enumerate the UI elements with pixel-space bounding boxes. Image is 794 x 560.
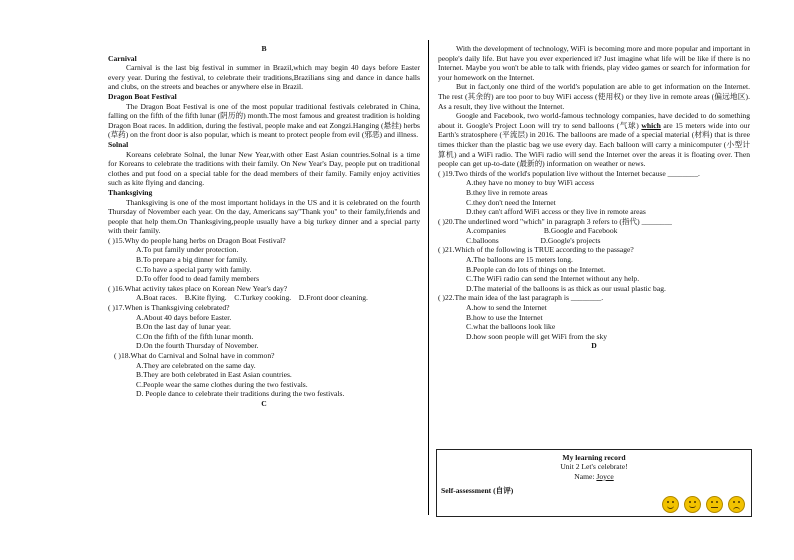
option: C.The WiFi radio can send the Internet without any help. xyxy=(466,274,640,284)
question-18 xyxy=(108,351,420,399)
option: B.they live in remote areas xyxy=(466,187,548,197)
thanksgiving-heading: Thanksgiving xyxy=(108,187,153,197)
neutral-face-icon[interactable] xyxy=(706,496,723,513)
option: C.On the fifth of the fifth lunar month. xyxy=(136,331,254,341)
dragon-text: The Dragon Boat Festival is one of the most popular traditional festivals celebrated in China, falling on the fifth of the fifth lunar (阴历的) month.The most famous and greatest tradition is holding Dragon Boat races. In addition, during the festival, people make and eat Zongzi.Hanging (悬挂) herbs (草药) on the front door is also popular, which is meant to protect people from evil (邪恶) and illness. xyxy=(108,101,420,140)
option: D.how soon people will get WiFi from the sky xyxy=(466,331,608,341)
dragon-heading: Dragon Boat Festival xyxy=(108,91,177,101)
passage-paragraph-3 xyxy=(438,111,750,169)
question-stem: ( )22.The main idea of the last paragraph is ________. xyxy=(438,293,604,303)
left-column xyxy=(108,44,420,409)
record-name xyxy=(437,472,751,481)
option: D.To offer food to dead family members xyxy=(136,274,260,284)
question-16 xyxy=(108,284,420,303)
carnival-heading: Carnival xyxy=(108,53,137,63)
question-15 xyxy=(108,236,420,284)
option: A.companies B.Google and Facebook xyxy=(466,226,618,236)
underlined-word-which: which xyxy=(641,120,661,130)
option: A.Boat races. B.Kite flying. C.Turkey cooking. D.Front door cleaning. xyxy=(136,293,368,303)
option: A.To put family under protection. xyxy=(136,245,239,255)
question-stem: ( )18.What do Carnival and Solnal have in common? xyxy=(114,351,275,360)
question-stem: ( )16.What activity takes place on Korean New Year's day? xyxy=(108,283,288,293)
paragraph-3-part-b: are 15 meters wide into our Earth's stratosphere (平流层) in 2016. The balloons are made of a special material (材料) that is three times thicker than the plastic bag we use every day. Each balloon will carry a minicomputer (小型计算机) and a WiFi radio. The WiFi radio will send the Internet over the areas it is floating over. Then people can get up-to-date (最新的) information on weather or news. xyxy=(438,120,750,169)
question-17 xyxy=(108,303,420,351)
smile-face-icon[interactable] xyxy=(684,496,701,513)
happy-face-icon[interactable] xyxy=(662,496,679,513)
name-value: Joyce xyxy=(596,471,614,481)
option: D.The material of the balloons is as thick as our usual plastic bag. xyxy=(466,283,666,293)
carnival-text: Carnival is the last big festival in summer in Brazil,which may begin 40 days before Easter every year. During the festival, to celebrate their traditions,Brazilians sing and dance in dance halls and clubs, on the streets and beaches or anywhere else in Brazil. xyxy=(108,63,420,92)
solnal-text: Koreans celebrate Solnal, the lunar New Year,with other East Asian countries.Solnal is a time for Koreans to celebrate the traditions with their family. On New Year's Day, people put on traditional clothes and put food on a special table for the dead members of their family. Family enjoy activities such as kite flying and dancing. xyxy=(108,149,420,188)
question-stem: ( )19.Two thirds of the world's population live without the Internet because ________. xyxy=(438,168,700,178)
question-21 xyxy=(438,245,750,293)
section-b-label: B xyxy=(261,44,267,53)
sad-face-icon[interactable] xyxy=(728,496,745,513)
option: C.To have a special party with family. xyxy=(136,264,252,274)
option: C.they don't need the Internet xyxy=(466,197,556,207)
option: C.what the balloons look like xyxy=(466,322,556,332)
self-assessment-faces xyxy=(662,496,745,513)
section-c-label: C xyxy=(261,398,267,408)
option: A.The balloons are 15 meters long. xyxy=(466,255,573,265)
record-title: My learning record xyxy=(562,453,626,462)
option: A.they have no money to buy WiFi access xyxy=(466,178,595,188)
question-20 xyxy=(438,217,750,246)
option: B.They are both celebrated in East Asian countries. xyxy=(136,370,292,380)
record-unit: Unit 2 Let's celebrate! xyxy=(560,462,628,472)
question-stem: ( )20.The underlined word "which" in paragraph 3 refers to (指代) ________ xyxy=(438,216,672,226)
section-d-label: D xyxy=(591,341,597,351)
option: B.To prepare a big dinner for family. xyxy=(136,255,248,265)
solnal-heading: Solnal xyxy=(108,139,129,149)
question-stem: ( )17.When is Thanksgiving celebrated? xyxy=(108,303,230,313)
passage-paragraph-1: With the development of technology, WiFi is becoming more and more popular and important in people's daily life. But have you ever experienced it? Just imagine what life will be like if there is no Internet. Maybe you won't be able to talk with friends, play video games or search for information for your homework on the Internet. xyxy=(438,44,750,82)
question-22 xyxy=(438,293,750,341)
learning-record-box xyxy=(436,449,752,517)
option: C.People wear the same clothes during the two festivals. xyxy=(136,379,308,389)
option: D.On the fourth Thursday of November. xyxy=(136,341,259,351)
option: A.About 40 days before Easter. xyxy=(136,312,232,322)
passage-paragraph-2: But in fact,only one third of the world's population are able to get information on the Internet. The rest (其余的) are too poor to buy WiFi access (使用权) or they live in remote areas (偏远地区). As a result, they live without the Internet. xyxy=(438,82,750,111)
self-assessment-label: Self-assessment (自评) xyxy=(441,486,514,495)
right-column xyxy=(438,44,750,351)
name-label: Name: xyxy=(574,471,597,481)
paragraph-3-part-a: Google and Facebook, two world-famous technology companies, have decided to do something about it. Google's Project Loon will try to send balloons (气球) xyxy=(438,111,750,130)
option: B.how to use the Internet xyxy=(466,312,543,322)
option: B.On the last day of lunar year. xyxy=(136,322,231,332)
question-19 xyxy=(438,169,750,217)
column-divider xyxy=(428,40,429,515)
option: D.they can't afford WiFi access or they live in remote areas xyxy=(466,207,646,217)
question-stem: ( )21.Which of the following is TRUE according to the passage? xyxy=(438,245,634,255)
question-stem: ( )15.Why do people hang herbs on Dragon Boat Festival? xyxy=(108,235,286,245)
thanksgiving-text: Thanksgiving is one of the most important holidays in the US and it is celebrated on the fourth Thursday of November each year. On the day, Americans say"Thank you" to their family,friends and people that help them.On Thanksgiving,people usually have a big turkey dinner and a special party with their family. xyxy=(108,197,420,236)
option: A.how to send the Internet xyxy=(466,303,547,313)
option: C.balloons D.Google's projects xyxy=(466,235,601,245)
option: D. People dance to celebrate their traditions during the two festivals. xyxy=(136,389,345,399)
option: B.People can do lots of things on the Internet. xyxy=(466,264,606,274)
option: A.They are celebrated on the same day. xyxy=(136,360,256,370)
